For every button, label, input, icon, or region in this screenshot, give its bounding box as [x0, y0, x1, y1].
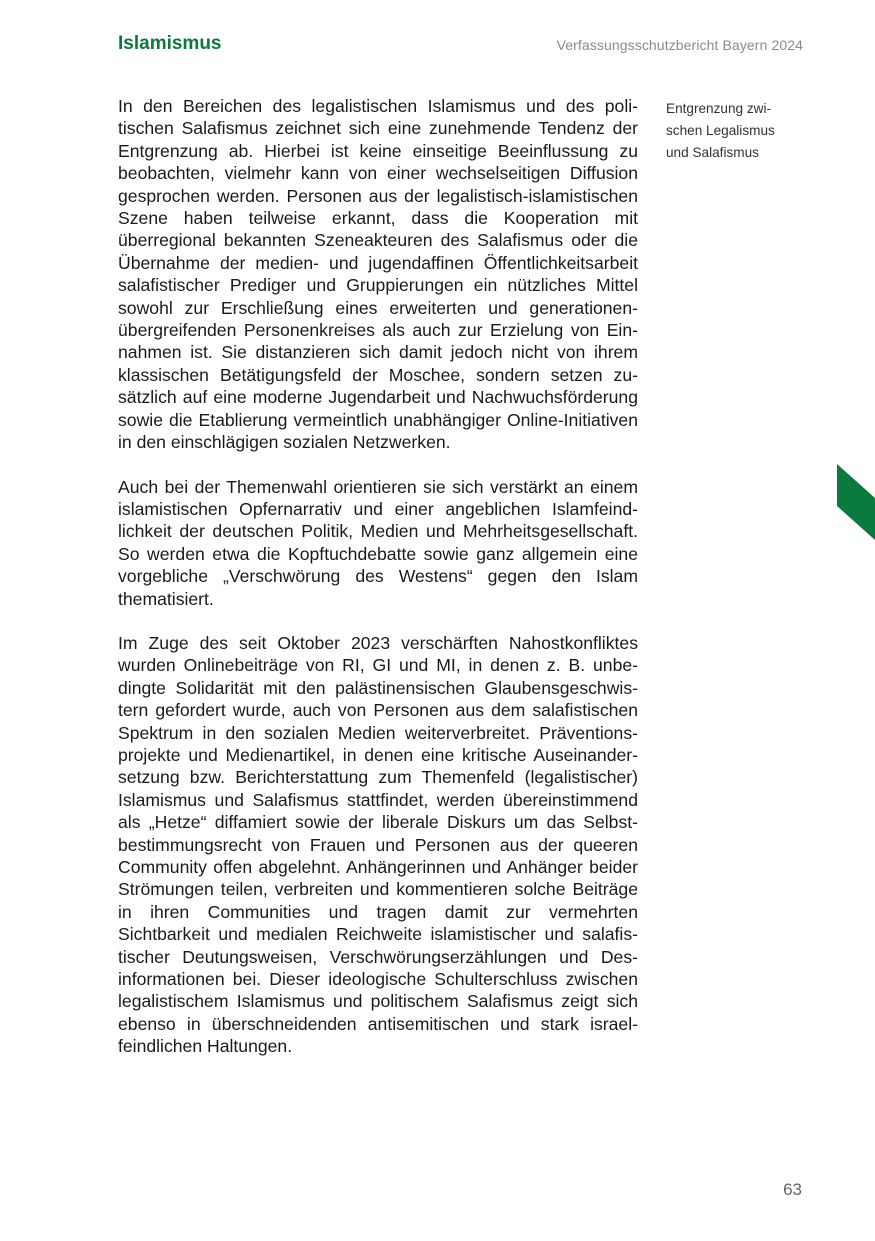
- margin-note-line: schen Legalismus: [666, 123, 775, 138]
- margin-note-line: und Salafismus: [666, 145, 759, 160]
- section-title: Islamismus: [118, 33, 222, 54]
- report-title: Verfassungsschutzbericht Bayern 2024: [556, 37, 803, 53]
- paragraph-2: Auch bei der Themenwahl orientieren sie sich verstärkt an einem islamistischen Opfernarrativ und einer angeblichen Islamfeindlichkeit der deutschen Politik, Medien und Mehrheitsgesellschaft. So werden etwa die Kopftuchdebatte sowie ganz allgemein eine vorgebliche „Verschwörung des Westens“ gegen den Islam thematisiert.: [118, 476, 638, 609]
- paragraph-3: Im Zuge des seit Oktober 2023 verschärften Nahostkonfliktes wurden Onlinebeiträge von RI, GI und MI, in denen z. B. unbedingte Solidarität mit den palästinensischen Glaubensgeschwistern gefordert wurde, auch von Personen aus dem salafistischen Spektrum in den sozialen Medien weiterverbreitet. Präventionsprojekte und Medienartikel, in denen eine kritische Auseinandersetzung bzw. Berichterstattung zum Themenfeld (legalistischer) Islamismus und Salafismus stattfindet, werden übereinstimmend als „Hetze“ diffamiert sowie der liberale Diskurs um das Selbstbestimmungsrecht von Frauen und Personen aus der queeren Community offen abgelehnt. Anhängerinnen und Anhänger beider Strömungen teilen, verbreiten und kommentieren solche Beiträge in ihren Communities und tragen damit zur vermehrten Sichtbarkeit und medialen Reichweite islamistischer und salafistischer Deutungsweisen, Verschwörungserzählungen und Desinformationen bei. Dieser ideologische Schulterschluss zwischen legalistischem Islamismus und politischem Salafismus zeigt sich ebenso in überschneidenden antisemitischen und stark israelfeindlichen Haltungen.: [118, 632, 638, 1057]
- paragraph-1: In den Bereichen des legalistischen Islamismus und des politischen Salafismus zeichnet sich eine zunehmende Tendenz der Entgrenzung ab. Hierbei ist keine einseitige Beeinflussung zu beobachten, vielmehr kann von einer wechselseitigen Diffusion gesprochen werden. Personen aus der legalistisch-islamistischen Szene haben teilweise erkannt, dass die Kooperation mit überregional bekannten Szeneakteuren des Salafismus oder die Übernahme der medien- und jugendaffinen Öffentlichkeitsarbeit salafistischer Prediger und Gruppierungen ein nützliches Mittel sowohl zur Erschließung eines erweiterten und generationenübergreifenden Personenkreises als auch zur Erzielung von Einnahmen ist. Sie distanzieren sich damit jedoch nicht von ihrem klassischen Betätigungsfeld der Moschee, sondern setzen zusätzlich auf eine moderne Jugendarbeit und Nachwuchsförderung sowie die Etablierung vermeintlich unabhängiger Online-Initiativen in den einschlägigen sozialen Netzwerken.: [118, 96, 638, 453]
- page-number: 63: [783, 1180, 802, 1199]
- body-text: [118, 95, 638, 1080]
- margin-note: [666, 98, 796, 164]
- chapter-tab-marker: [837, 464, 875, 540]
- chapter-tab-shape: [837, 464, 875, 540]
- margin-note-line: Entgrenzung zwi-: [666, 101, 772, 116]
